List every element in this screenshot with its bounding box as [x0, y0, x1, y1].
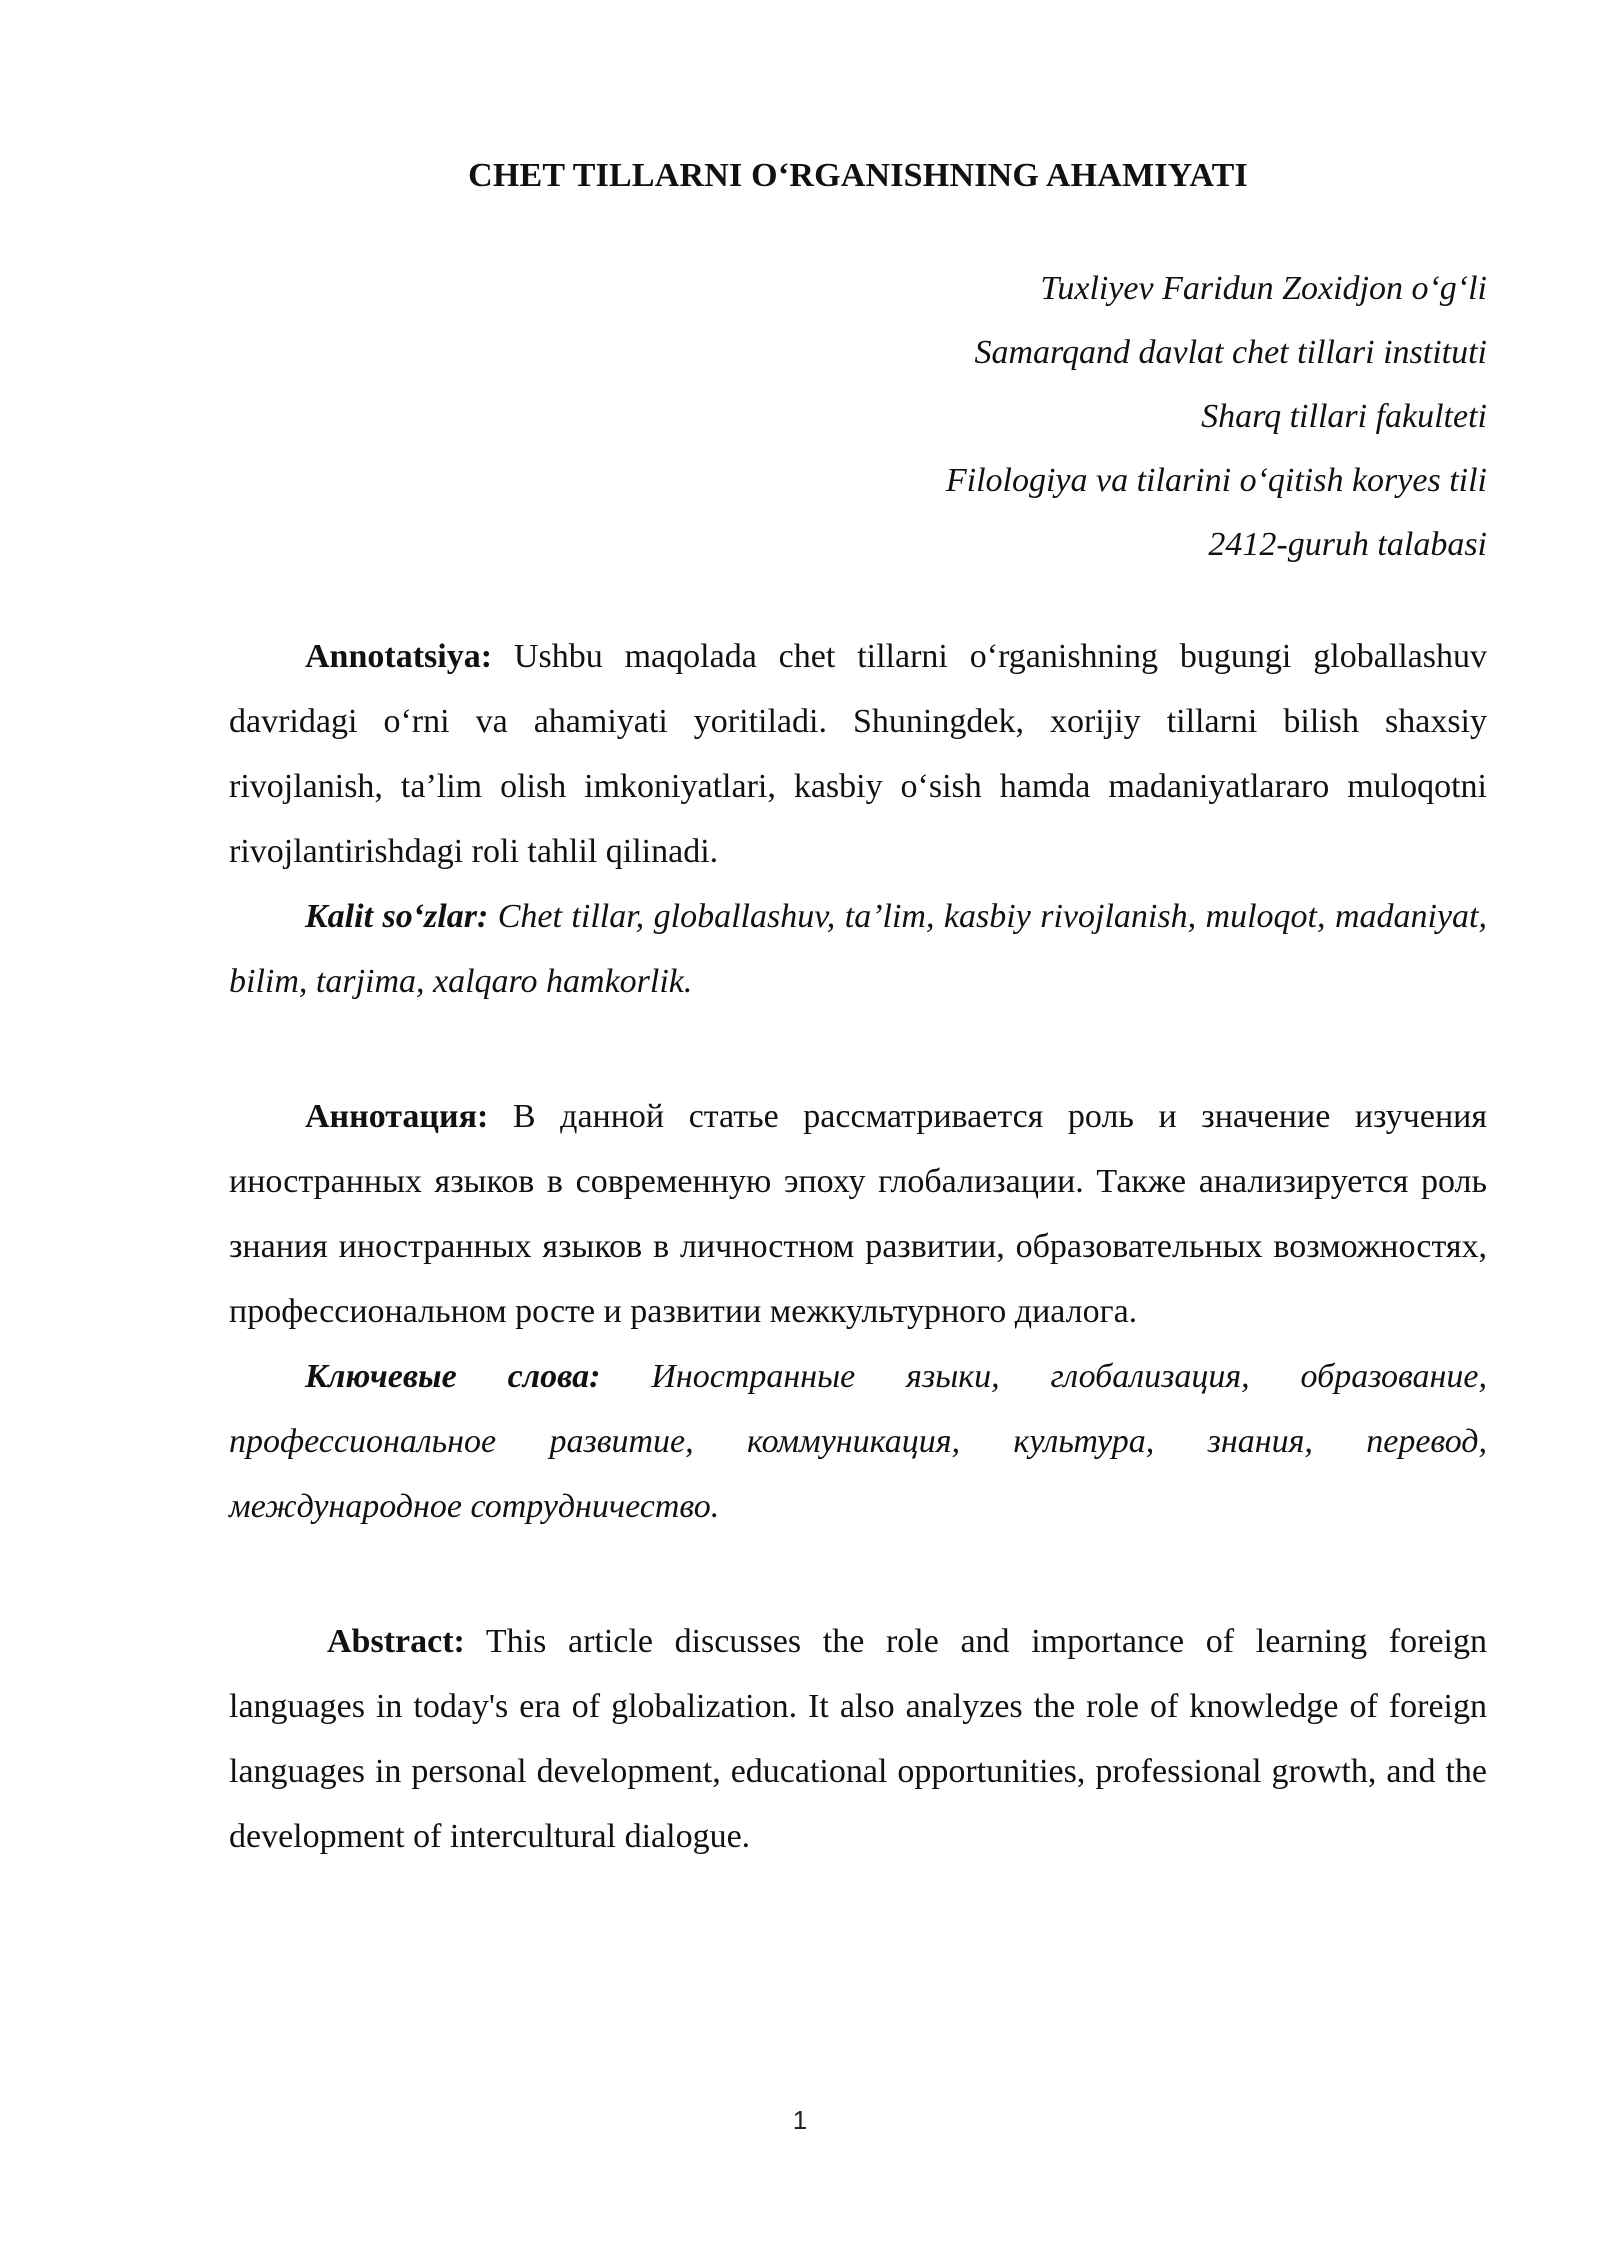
author-faculty: Sharq tillari fakulteti: [1201, 398, 1487, 435]
page-content: [229, 150, 1487, 1869]
author-program: Filologiya va tilarini o‘qitish koryes tili: [945, 462, 1487, 499]
uz-annotation: [229, 624, 1487, 884]
en-abstract-text: This article discusses the role and importance of learning foreign languages in today's era of globalization. It also analyzes the role of knowledge of foreign languages in personal development, educational opportunities, professional growth, and the development of intercultural dialogue.: [229, 1623, 1487, 1855]
page-number: 1: [792, 2105, 808, 2135]
uz-keywords-label: Kalit so‘zlar:: [305, 898, 489, 935]
uz-keywords: [229, 884, 1487, 1014]
uz-annotation-text: Ushbu maqolada chet tillarni o‘rganishning bugungi globallashuv davridagi o‘rni va ahamiyati yoritiladi. Shuningdek, xorijiy tillarni bilish shaxsiy rivojlanish, ta’lim olish imkoniyatlari, kasbiy o‘sish hamda madaniyatlararo muloqotni rivojlantirishdagi roli tahlil qilinadi.: [229, 638, 1487, 870]
en-abstract: [229, 1609, 1487, 1869]
author-institution: Samarqand davlat chet tillari instituti: [974, 334, 1487, 371]
ru-annotation-text: В данной статье рассматривается роль и значение изучения иностранных языков в современную эпоху глобализации. Также анализируется роль знания иностранных языков в личностном развитии, образовательных возможностях, профессиональном росте и развитии межкультурного диалога.: [229, 1098, 1487, 1330]
uz-keywords-text: Chet tillar, globallashuv, ta’lim, kasbiy rivojlanish, muloqot, madaniyat, bilim, tarjima, xalqaro hamkorlik.: [229, 898, 1488, 1000]
ru-annotation-label: Аннотация:: [305, 1098, 489, 1135]
ru-keywords-label: Ключевые слова:: [305, 1358, 601, 1395]
en-abstract-label: Abstract:: [327, 1623, 465, 1660]
ru-keywords-text: Иностранные языки, глобализация, образование, профессиональное развитие, коммуникация, культура, знания, перевод, международное сотрудничество.: [229, 1358, 1487, 1525]
uz-annotation-label: Annotatsiya:: [305, 638, 493, 675]
author-block: [229, 257, 1487, 577]
document-title: CHET TILLARNI O‘RGANISHNING AHAMIYATI: [468, 157, 1248, 194]
author-name: Tuxliyev Faridun Zoxidjon o‘g‘li: [1040, 270, 1487, 307]
ru-annotation: [229, 1084, 1487, 1344]
ru-keywords: [229, 1344, 1487, 1539]
author-group: 2412-guruh talabasi: [1208, 526, 1487, 563]
